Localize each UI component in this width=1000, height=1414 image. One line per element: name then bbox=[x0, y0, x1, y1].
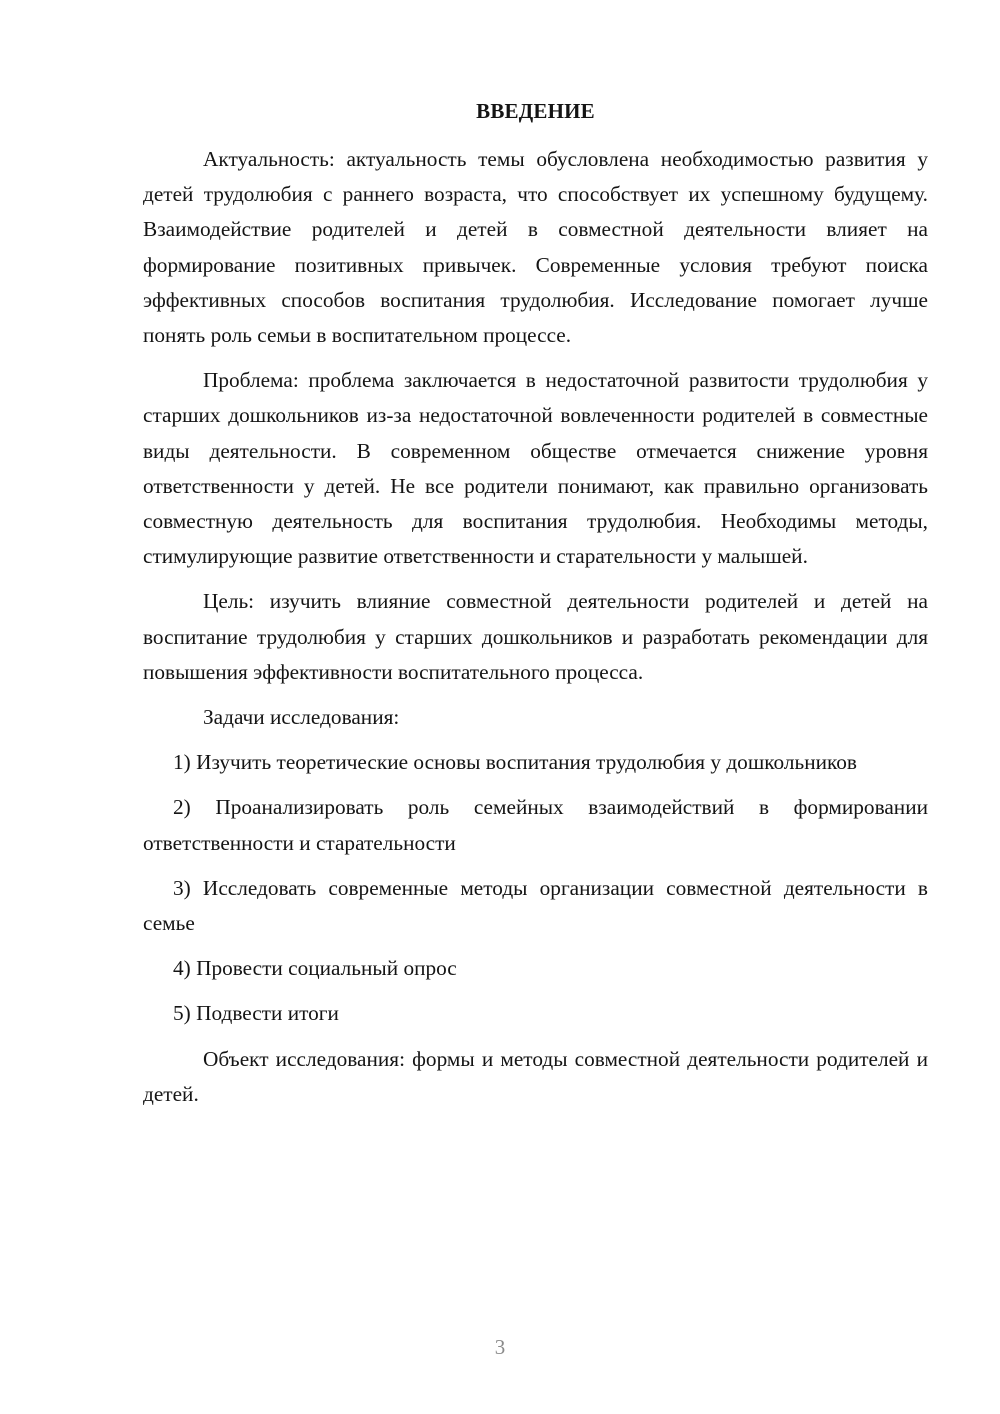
tasks-heading: Задачи исследования: bbox=[203, 705, 400, 730]
task-item-5: 5) Подвести итоги bbox=[173, 1001, 339, 1026]
paragraph-object: Объект исследования: формы и методы совместной деятельности родителей и детей. bbox=[143, 1046, 928, 1106]
paragraph-relevance: Актуальность: актуальность темы обусловлена необходимостью развития у детей трудолюбия с раннего возраста, что способствует их успешному будущему. Взаимодействие родителей и детей в совместной деятельности влияет на формирование позитивных привычек. Современные условия требуют поиска эффективных способов воспитания трудолюбия. Исследование помогает лучше понять роль семьи в воспитательном процессе. bbox=[143, 147, 928, 348]
page-number: 3 bbox=[494, 1335, 506, 1359]
task-item-3: 3) Исследовать современные методы организации совместной деятельности в семье bbox=[143, 875, 928, 936]
task-item-4: 4) Провести социальный опрос bbox=[173, 956, 457, 981]
page-title: ВВЕДЕНИЕ bbox=[476, 99, 595, 123]
task-item-1: 1) Изучить теоретические основы воспитания трудолюбия у дошкольников bbox=[173, 750, 857, 775]
task-item-2: 2) Проанализировать роль семейных взаимодействий в формировании ответственности и старательности bbox=[143, 795, 928, 855]
tasks-list bbox=[143, 745, 928, 1031]
paragraph-goal: Цель: изучить влияние совместной деятельности родителей и детей на воспитание трудолюбия у старших дошкольников и разработать рекомендации для повышения эффективности воспитательного процесса. bbox=[143, 589, 928, 684]
document-body bbox=[143, 142, 928, 1122]
paragraph-problem: Проблема: проблема заключается в недостаточной развитости трудолюбия у старших дошкольников из-за недостаточной вовлеченности родителей в совместные виды деятельности. В современном обществе отмечается снижение уровня ответственности у детей. Не все родители понимают, как правильно организовать совместную деятельность для воспитания трудолюбия. Необходимы методы, стимулирующие развитие ответственности и старательности у малышей. bbox=[143, 368, 928, 569]
